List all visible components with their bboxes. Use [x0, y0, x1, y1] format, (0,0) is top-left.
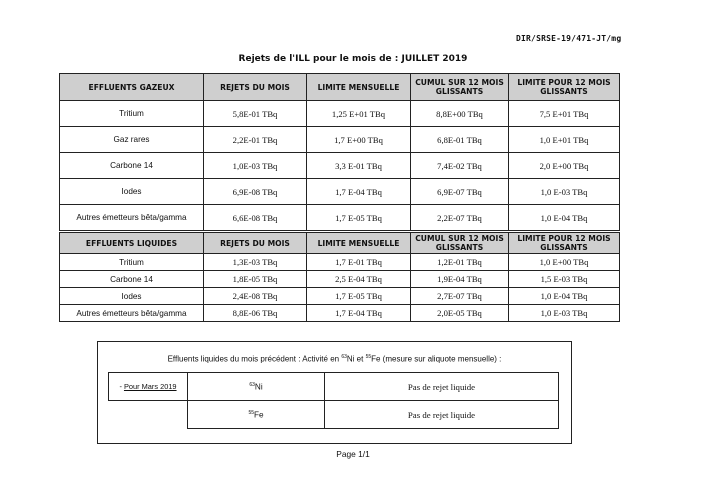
effluent-name: Carbone 14 [60, 271, 204, 288]
document-title: Rejets de l'ILL pour le mois de : JUILLET 2019 [238, 54, 468, 64]
cumulative-12-months: 2,2E-07 TBq [411, 205, 509, 231]
liquid-effluents-table [59, 232, 620, 322]
monthly-limit: 1,7 E-01 TBq [307, 254, 411, 271]
monthly-release: 6,9E-08 TBq [204, 179, 307, 205]
isotope-name: $^{55}$Fe [188, 401, 325, 429]
gaseous-effluents-table [59, 73, 620, 231]
monthly-release: 1,3E-03 TBq [204, 254, 307, 271]
cumulative-12-months: 1,2E-01 TBq [411, 254, 509, 271]
monthly-release: 2,4E-08 TBq [204, 288, 307, 305]
table-row [60, 254, 620, 271]
monthly-limit: 3,3 E-01 TBq [307, 153, 411, 179]
page-number: Page 1/1 [336, 449, 370, 459]
cumulative-12-months: 7,4E-02 TBq [411, 153, 509, 179]
header-12-month-cumulative: CUMUL SUR 12 MOIS GLISSANTS [411, 74, 509, 101]
monthly-release: 1,8E-05 TBq [204, 271, 307, 288]
monthly-limit: 1,7 E-04 TBq [307, 305, 411, 322]
cumulative-12-months: 1,9E-04 TBq [411, 271, 509, 288]
cumulative-12-months: 8,8E+00 TBq [411, 101, 509, 127]
table-row [60, 101, 620, 127]
monthly-release: 1,0E-03 TBq [204, 153, 307, 179]
table-row [109, 401, 559, 429]
monthly-release: 5,8E-01 TBq [204, 101, 307, 127]
limit-12-months: 1,0 E+01 TBq [509, 127, 620, 153]
cumulative-12-months: 6,8E-01 TBq [411, 127, 509, 153]
header-effluent: EFFLUENTS GAZEUX [60, 74, 204, 101]
limit-12-months: 1,0 E-03 TBq [509, 179, 620, 205]
limit-12-months: 1,0 E-04 TBq [509, 288, 620, 305]
document-reference: DIR/SRSE-19/471-JT/mg [516, 34, 622, 43]
previous-month-table [108, 372, 559, 429]
table-row [60, 179, 620, 205]
table-row [109, 373, 559, 401]
effluent-name: Autres émetteurs bêta/gamma [60, 305, 204, 322]
isotope-value: Pas de rejet liquide [325, 373, 559, 401]
cumulative-12-months: 6,9E-07 TBq [411, 179, 509, 205]
header-monthly-limit: LIMITE MENSUELLE [307, 74, 411, 101]
limit-12-months: 7,5 E+01 TBq [509, 101, 620, 127]
table-row [60, 288, 620, 305]
header-effluent: EFFLUENTS LIQUIDES [60, 233, 204, 254]
header-12-month-cumulative: CUMUL SUR 12 MOIS GLISSANTS [411, 233, 509, 254]
monthly-limit: 1,7 E+00 TBq [307, 127, 411, 153]
effluent-name: Carbone 14 [60, 153, 204, 179]
limit-12-months: 1,0 E-03 TBq [509, 305, 620, 322]
monthly-limit: 1,7 E-04 TBq [307, 179, 411, 205]
header-12-month-limit: LIMITE POUR 12 MOIS GLISSANTS [509, 233, 620, 254]
previous-month-title: Effluents liquides du mois précédent : Activité en $^{63}$Ni et $^{55}$Fe (mesure sur aliquote mensuelle) : [167, 354, 502, 364]
cumulative-12-months: 2,0E-05 TBq [411, 305, 509, 322]
period-label: - Pour Mars 2019 [109, 373, 188, 401]
limit-12-months: 1,5 E-03 TBq [509, 271, 620, 288]
monthly-limit: 1,7 E-05 TBq [307, 288, 411, 305]
limit-12-months: 1,0 E+00 TBq [509, 254, 620, 271]
table-row [60, 153, 620, 179]
monthly-limit: 1,7 E-05 TBq [307, 205, 411, 231]
limit-12-months: 1,0 E-04 TBq [509, 205, 620, 231]
cumulative-12-months: 2,7E-07 TBq [411, 288, 509, 305]
period-spacer [109, 401, 188, 429]
table-row [60, 271, 620, 288]
isotope-name: $^{63}$Ni [188, 373, 325, 401]
previous-month-liquid-box [97, 341, 572, 444]
monthly-release: 8,8E-06 TBq [204, 305, 307, 322]
effluent-name: Autres émetteurs bêta/gamma [60, 205, 204, 231]
effluent-name: Iodes [60, 179, 204, 205]
table-row [60, 127, 620, 153]
monthly-release: 6,6E-08 TBq [204, 205, 307, 231]
header-monthly-limit: LIMITE MENSUELLE [307, 233, 411, 254]
effluent-name: Iodes [60, 288, 204, 305]
table-row [60, 205, 620, 231]
monthly-limit: 2,5 E-04 TBq [307, 271, 411, 288]
table-header-row [60, 74, 620, 101]
table-row [60, 305, 620, 322]
effluent-name: Gaz rares [60, 127, 204, 153]
header-monthly-release: REJETS DU MOIS [204, 74, 307, 101]
header-12-month-limit: LIMITE POUR 12 MOIS GLISSANTS [509, 74, 620, 101]
isotope-value: Pas de rejet liquide [325, 401, 559, 429]
table-header-row [60, 233, 620, 254]
effluent-name: Tritium [60, 101, 204, 127]
monthly-release: 2,2E-01 TBq [204, 127, 307, 153]
limit-12-months: 2,0 E+00 TBq [509, 153, 620, 179]
monthly-limit: 1,25 E+01 TBq [307, 101, 411, 127]
effluent-name: Tritium [60, 254, 204, 271]
header-monthly-release: REJETS DU MOIS [204, 233, 307, 254]
